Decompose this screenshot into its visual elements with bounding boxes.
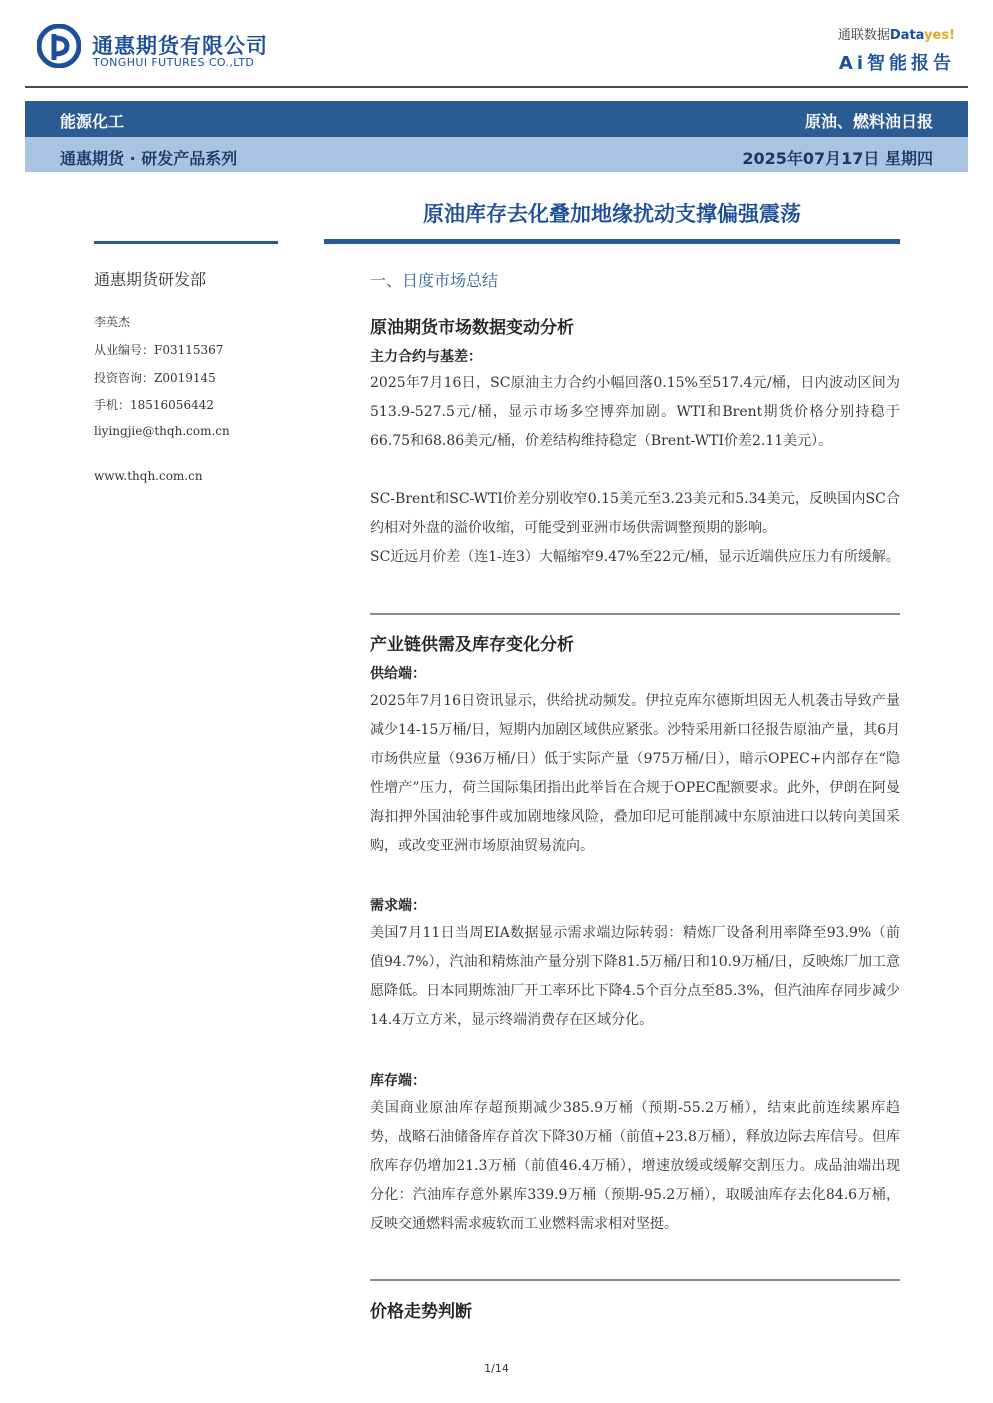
sector-label: 能源化工: [60, 112, 125, 131]
section-divider: [370, 1279, 900, 1281]
heading-futures-analysis: 原油期货市场数据变动分析: [370, 318, 574, 338]
paragraph-demand: 美国7月11日当周EIA数据显示需求端边际转弱：精炼厂设备利用率降至93.9%（前值94.7%），汽油和精炼油产量分别下降81.5万桶/日和10.9万桶/日，反映炼厂加工意愿降低。日本同期炼油厂开工率环比下降4.5个百分点至85.3%，但汽油库存同步减少14.4万立方米，显示终端消费存在区域分化。: [370, 925, 900, 1028]
paragraph-supply: 2025年7月16日资讯显示，供给扰动频发。伊拉克库尔德斯坦因无人机袭击导致产量减少14-15万桶/日，短期内加剧区域供应紧张。沙特采用新口径报告原油产量，其6月市场供应量（936万桶/日）低于实际产量（975万桶/日），暗示OPEC+内部存在“隐性增产”压力，荷兰国际集团指出此举旨在合规于OPEC配额要求。此外，伊朗在阿曼海扣押外国油轮事件或加剧地缘风险，叠加印尼可能削减中东原油进口以转向美国采购，或改变亚洲市场原油贸易流向。: [370, 693, 900, 854]
paragraph-inventory: 美国商业原油库存超预期减少385.9万桶（预期-55.2万桶），结束此前连续累库趋势，战略石油储备库存首次下降30万桶（前值+23.8万桶），释放边际去库信号。但库欣库存仍增加21.3万桶（前值46.4万桶），增速放缓或缓解交割压力。成品油端出现分化：汽油库存意外累库339.9万桶（预期-95.2万桶），取暖油库存去化84.6万桶，反映交通燃料需求疲软而工业燃料需求相对坚挺。: [370, 1100, 900, 1232]
series-label: 通惠期货 · 研发产品系列: [60, 149, 238, 168]
page-number: 1/14: [484, 1362, 509, 1375]
report-type-label: 原油、燃料油日报: [804, 112, 933, 131]
paragraph-calendar-spread: SC近远月价差（连1-连3）大幅缩窄9.47%至22元/桶，显示近端供应压力有所缓解。: [370, 549, 900, 565]
datayes-data: Data: [889, 28, 925, 43]
heading-price-trend: 价格走势判断: [370, 1302, 472, 1322]
section-divider: [370, 613, 900, 615]
title-rule: [324, 239, 900, 244]
advisory-number: 投资咨询：Z0019145: [94, 371, 216, 385]
license-number: 从业编号：F03115367: [94, 343, 224, 357]
analyst-name: 李英杰: [94, 315, 131, 329]
paragraph-spread: SC-Brent和SC-WTI价差分别收窄0.15美元至3.23美元和5.34美元，反映国内SC合约相对外盘的溢价收缩，可能受到亚洲市场供需调整预期的影响。: [370, 491, 900, 536]
header-rule: [25, 86, 968, 88]
heading-inventory: 库存端：: [370, 1073, 426, 1089]
company-logo-icon: [37, 24, 81, 68]
datayes-logo: [838, 24, 955, 43]
datayes-prefix: 通联数据: [837, 28, 890, 43]
research-dept: 通惠期货研发部: [94, 270, 207, 289]
datayes-yes: yes!: [924, 28, 955, 43]
phone-number: 手机：18516056442: [94, 398, 214, 412]
company-name-en: TONGHUI FUTURES CO.,LTD: [93, 56, 255, 69]
email-link[interactable]: liyingjie@thqh.com.cn: [94, 424, 230, 438]
company-name-cn: 通惠期货有限公司: [92, 34, 268, 58]
section-heading-1: 一、日度市场总结: [370, 271, 499, 290]
report-title: 原油库存去化叠加地缘扰动支撑偏强震荡: [423, 202, 801, 226]
heading-supply-chain: 产业链供需及库存变化分析: [370, 635, 574, 655]
heading-supply: 供给端：: [370, 666, 426, 682]
paragraph-main-contract: 2025年7月16日，SC原油主力合约小幅回落0.15%至517.4元/桶，日内波动区间为513.9-527.5元/桶，显示市场多空博弈加剧。WTI和Brent期货价格分别持稳于66.75和68.86美元/桶，价差结构维持稳定（Brent-WTI价差2.11美元）。: [370, 375, 900, 449]
heading-main-contract: 主力合约与基差：: [370, 349, 482, 365]
heading-demand: 需求端：: [370, 898, 426, 914]
sidebar-rule: [94, 241, 278, 244]
website-link[interactable]: www.thqh.com.cn: [94, 469, 203, 483]
report-date: 2025年07月17日 星期四: [742, 149, 933, 168]
ai-report-label: Ai智能报告: [838, 53, 955, 74]
